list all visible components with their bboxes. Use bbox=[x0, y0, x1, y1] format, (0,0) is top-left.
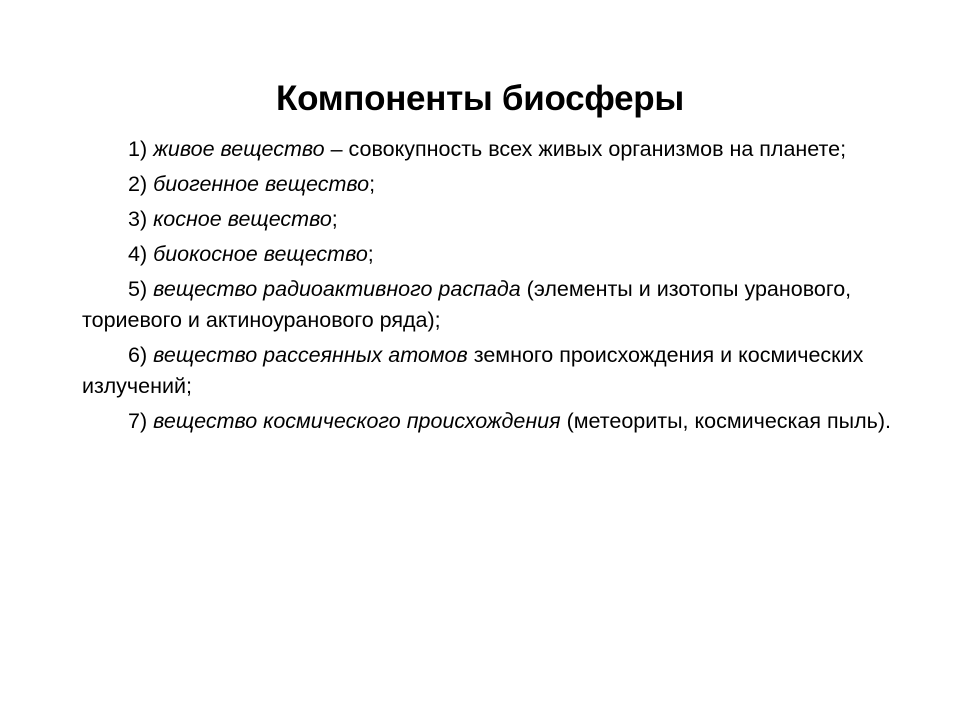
item-term: живое вещество bbox=[153, 137, 325, 161]
item-description: ; bbox=[369, 172, 376, 196]
list-item bbox=[82, 406, 930, 437]
item-number: 5) bbox=[128, 277, 148, 301]
item-term: вещество космического происхождения bbox=[153, 409, 561, 433]
item-term: биогенное вещество bbox=[153, 172, 370, 196]
list-item bbox=[82, 169, 930, 200]
list-item bbox=[82, 239, 930, 270]
item-term: косное вещество bbox=[153, 207, 332, 231]
item-number: 2) bbox=[128, 172, 148, 196]
item-description: земного происхождения и космических излучений; bbox=[82, 343, 864, 398]
item-number: 4) bbox=[128, 242, 148, 266]
item-number: 7) bbox=[128, 409, 148, 433]
item-description: – совокупность всех живых организмов на планете; bbox=[324, 137, 847, 161]
item-description: ; bbox=[331, 207, 338, 231]
item-term: вещество радиоактивного распада bbox=[153, 277, 521, 301]
item-number: 6) bbox=[128, 343, 148, 367]
list-item bbox=[82, 134, 930, 165]
list-item bbox=[82, 340, 930, 402]
item-number: 3) bbox=[128, 207, 148, 231]
item-term: вещество рассеянных атомов bbox=[153, 343, 468, 367]
item-number: 1) bbox=[128, 137, 148, 161]
list-item bbox=[82, 204, 930, 235]
item-term: биокосное вещество bbox=[153, 242, 368, 266]
list-item bbox=[82, 274, 930, 336]
components-list bbox=[82, 134, 930, 441]
item-description: (элементы и изотопы уранового, ториевого и актиноуранового ряда); bbox=[82, 277, 852, 332]
item-description: (метеориты, космическая пыль). bbox=[560, 409, 891, 433]
item-description: ; bbox=[367, 242, 374, 266]
slide-title: Компоненты биосферы bbox=[276, 79, 684, 118]
